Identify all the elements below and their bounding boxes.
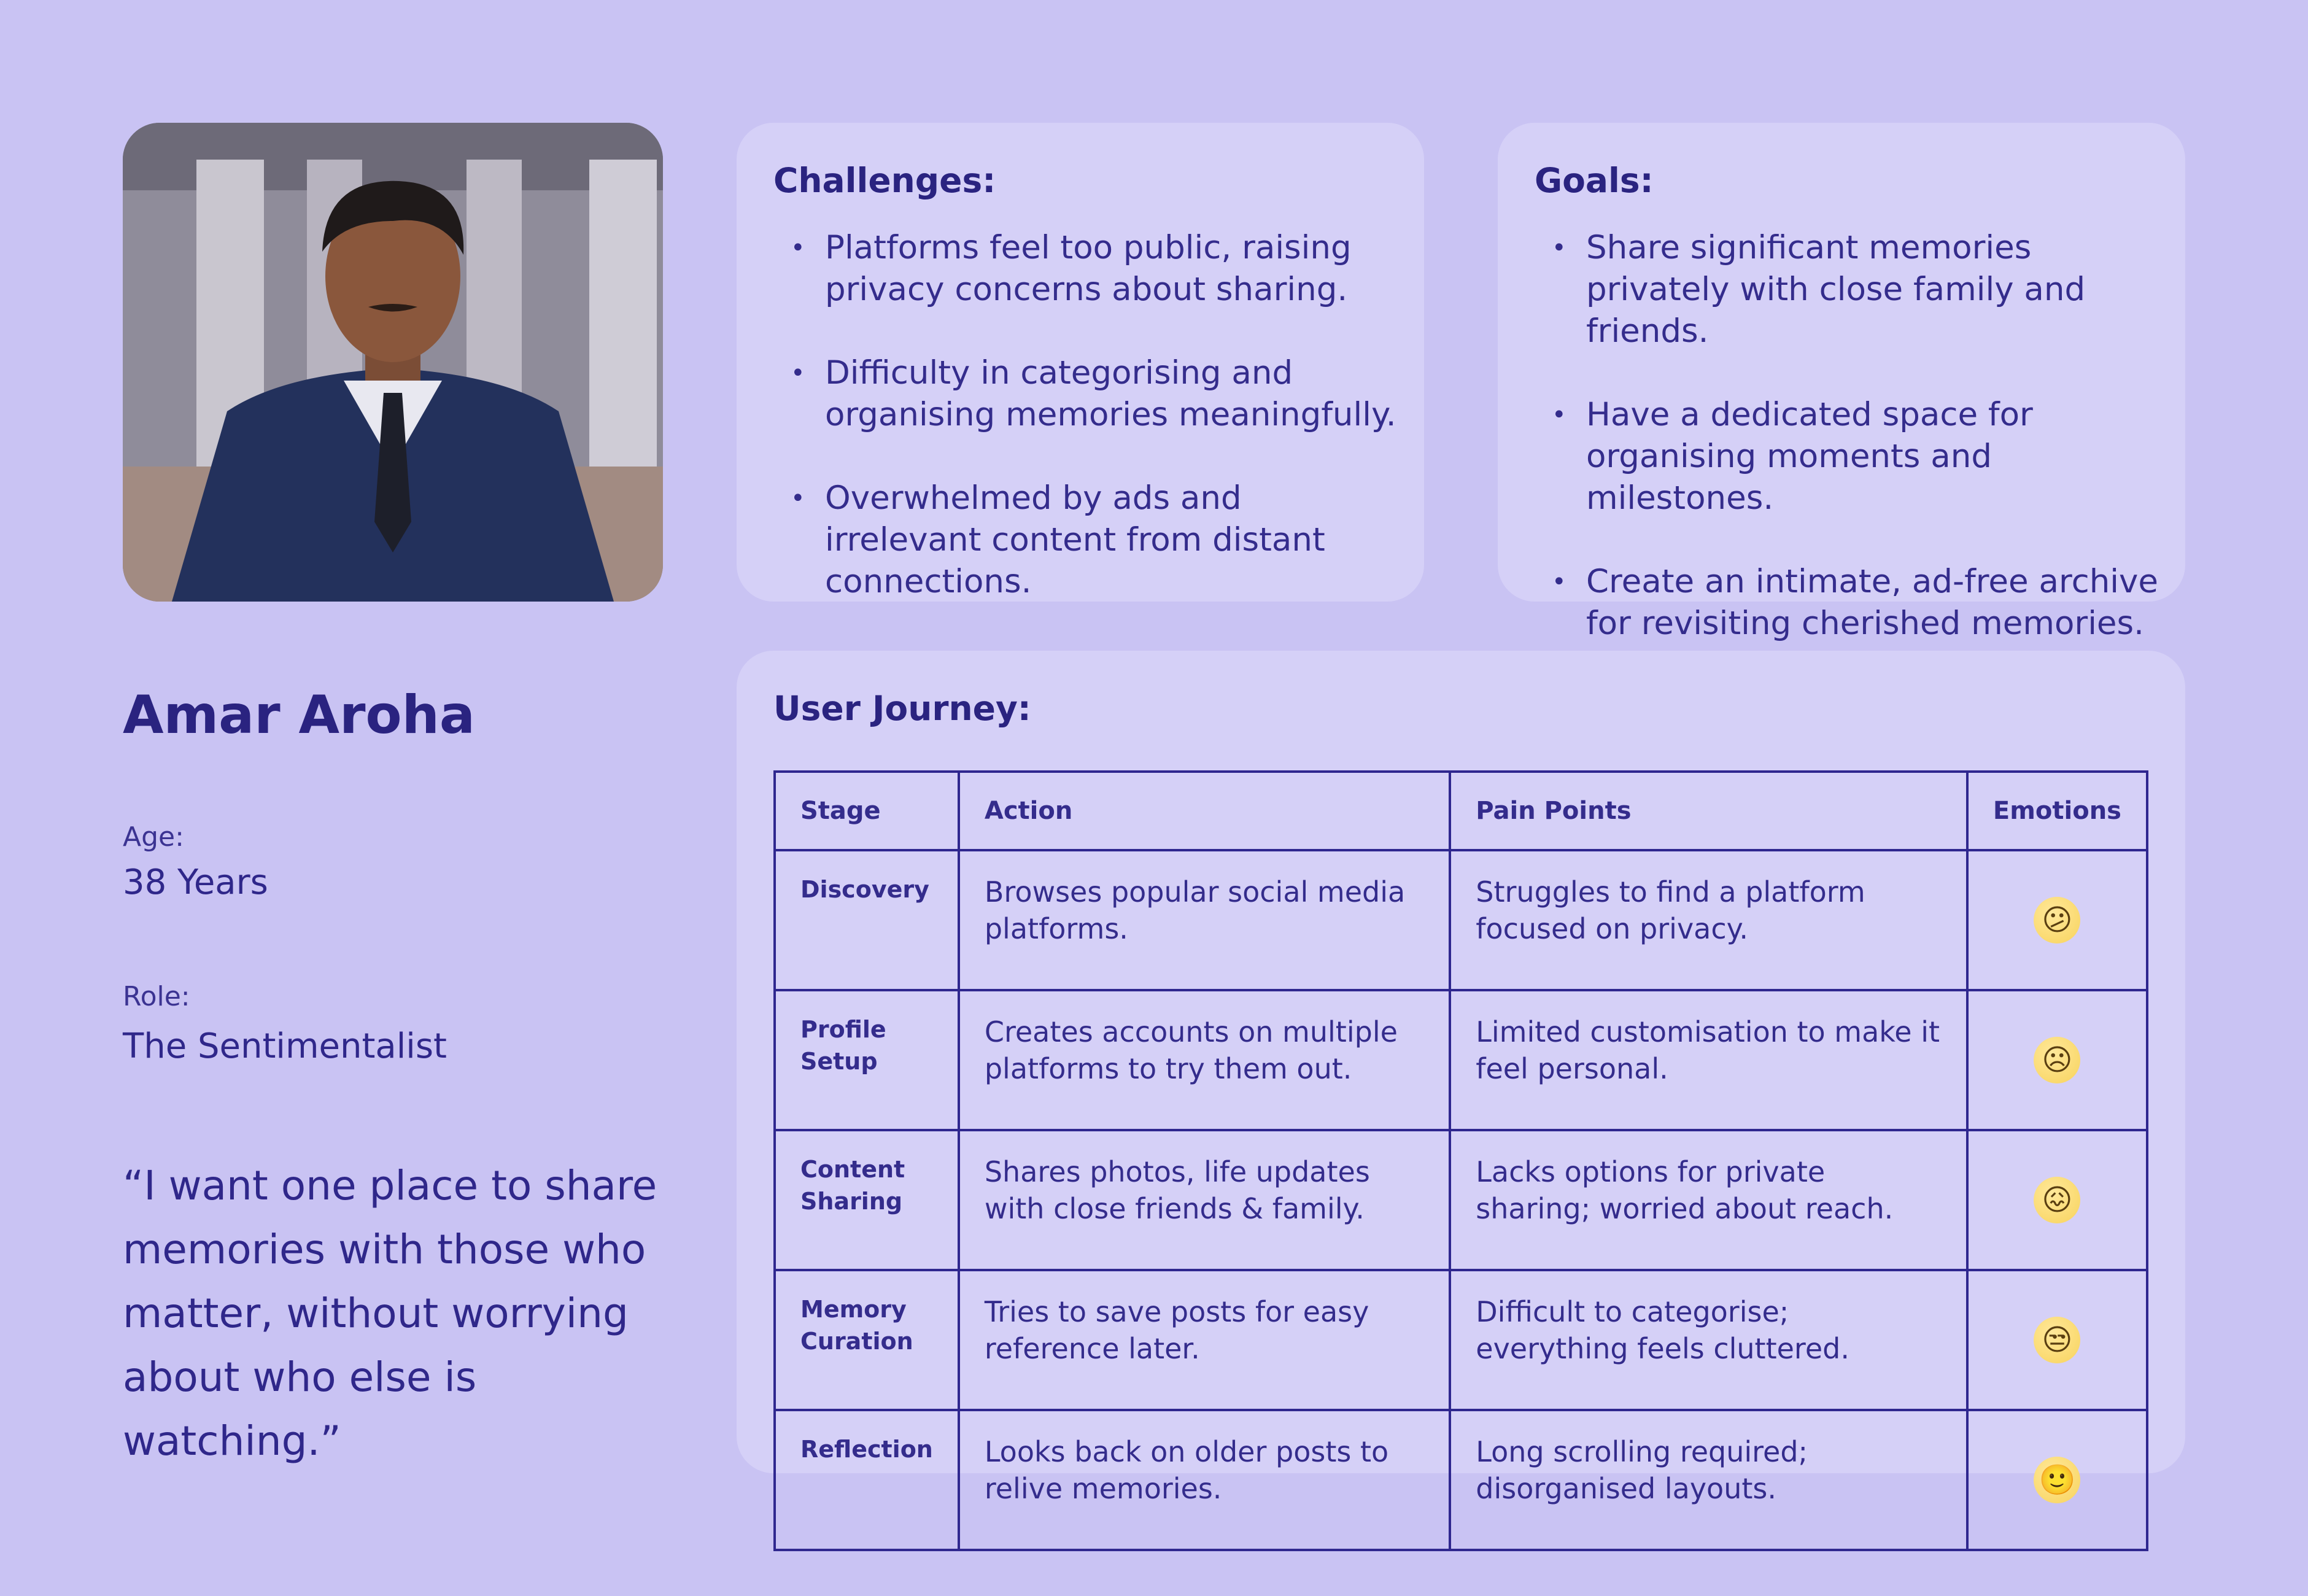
- emotion-cell: [1967, 1270, 2147, 1410]
- action-cell: Browses popular social media platforms.: [959, 850, 1450, 990]
- pain-cell: Long scrolling required; disorganised layouts.: [1450, 1410, 1967, 1550]
- pain-cell: Limited customisation to make it feel personal.: [1450, 990, 1967, 1130]
- table-row: [775, 850, 2147, 990]
- challenge-item: • Overwhelmed by ads and irrelevant content from distant connections.: [773, 478, 1400, 603]
- challenge-item: • Platforms feel too public, raising privacy concerns about sharing.: [773, 227, 1400, 311]
- action-cell: Tries to save posts for easy reference later.: [959, 1270, 1450, 1410]
- goal-item: • Share significant memories privately with close family and friends.: [1535, 227, 2161, 352]
- pain-cell: Struggles to find a platform focused on privacy.: [1450, 850, 1967, 990]
- pain-cell: Lacks options for private sharing; worried about reach.: [1450, 1130, 1967, 1270]
- age-value: 38 Years: [123, 862, 268, 902]
- user-journey-table: [773, 770, 2148, 1551]
- goal-item: • Create an intimate, ad-free archive for revisiting cherished memories.: [1535, 561, 2161, 645]
- age-label: Age:: [123, 821, 184, 853]
- header-pain-points: Pain Points: [1450, 772, 1967, 850]
- frowning-face-icon: ☹: [2034, 1037, 2080, 1083]
- goals-list: [1535, 227, 2161, 686]
- table-row: [775, 1270, 2147, 1410]
- role-label: Role:: [123, 981, 190, 1012]
- user-journey-title: User Journey:: [773, 689, 1031, 728]
- action-cell: Shares photos, life updates with close friends & family.: [959, 1130, 1450, 1270]
- goals-card: [1498, 123, 2185, 642]
- goals-title: Goals:: [1535, 161, 1654, 200]
- stage-cell: Reflection: [775, 1410, 959, 1550]
- pain-cell: Difficult to categorise; everything feels cluttered.: [1450, 1270, 1967, 1410]
- challenge-item: • Difficulty in categorising and organising memories meaningfully.: [773, 352, 1400, 436]
- role-value: The Sentimentalist: [123, 1026, 447, 1066]
- emotion-cell: [1967, 850, 2147, 990]
- emotion-cell: [1967, 1130, 2147, 1270]
- challenges-list: [773, 227, 1400, 645]
- goal-item: • Have a dedicated space for organising moments and milestones.: [1535, 394, 2161, 519]
- persona-photo-illustration: [123, 123, 663, 602]
- header-stage: Stage: [775, 772, 959, 850]
- persona-quote: “I want one place to share memories with those who matter, without worrying about who else is watching.”: [123, 1162, 657, 1465]
- action-cell: Looks back on older posts to relive memories.: [959, 1410, 1450, 1550]
- header-emotions: Emotions: [1967, 772, 2147, 850]
- emotion-cell: [1967, 1410, 2147, 1550]
- user-journey-card: [737, 651, 2185, 1505]
- stage-cell: Discovery: [775, 850, 959, 990]
- table-header-row: [775, 772, 2147, 850]
- table-row: [775, 1410, 2147, 1550]
- emotion-cell: [1967, 990, 2147, 1130]
- confounded-face-icon: 😖: [2034, 1177, 2080, 1223]
- stage-cell: Profile Setup: [775, 990, 959, 1130]
- header-action: Action: [959, 772, 1450, 850]
- persona-name: Amar Aroha: [123, 684, 475, 746]
- persona-photo: [123, 123, 663, 602]
- smiling-face-icon: 🙂: [2034, 1457, 2080, 1503]
- annoyed-face-icon: 😒: [2034, 1317, 2080, 1363]
- action-cell: Creates accounts on multiple platforms to try them out.: [959, 990, 1450, 1130]
- table-row: [775, 990, 2147, 1130]
- challenges-card: [737, 123, 1424, 602]
- confused-face-icon: 😕: [2034, 897, 2080, 943]
- table-row: [775, 1130, 2147, 1270]
- stage-cell: Memory Curation: [775, 1270, 959, 1410]
- challenges-title: Challenges:: [773, 161, 996, 200]
- stage-cell: Content Sharing: [775, 1130, 959, 1270]
